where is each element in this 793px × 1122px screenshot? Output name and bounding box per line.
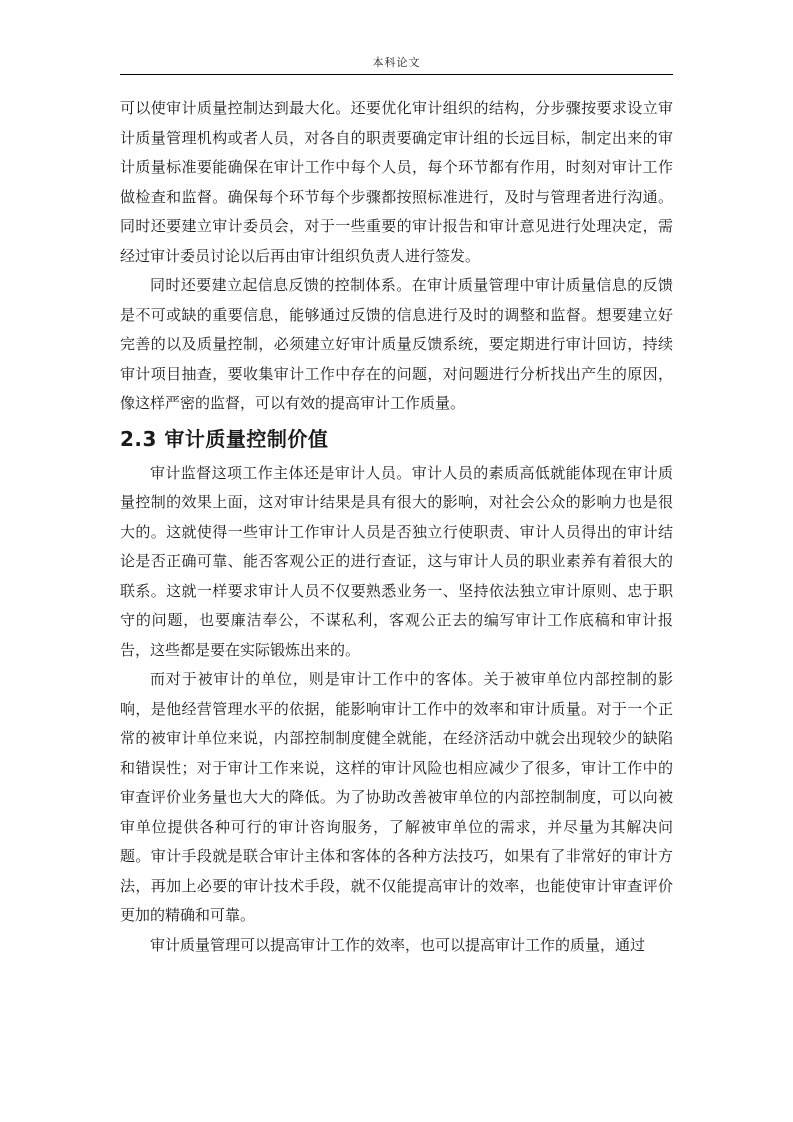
section-heading: 2.3 审计质量控制价值 xyxy=(120,426,329,451)
body-text xyxy=(120,94,673,960)
paragraph-auditor-quality: 审计监督这项工作主体还是审计人员。审计人员的素质高低就能体现在审计质量控制的效果上面，这对审计结果是具有很大的影响，对社会公众的影响力也是很大的。这就使得一些审计工作审计人员是否独立行使职责、审计人员得出的审计结论是否正确可靠、能否客观公正的进行查证，这与审计人员的职业素养有着很大的联系。这就一样要求审计人员不仅要熟悉业务一、坚持依法独立审计原则、忠于职守的问题，也要廉洁奉公，不谋私利，客观公正去的编写审计工作底稿和审计报告，这些都是要在实际锻炼出来的。 xyxy=(120,463,673,659)
running-header: 本科论文 xyxy=(372,56,421,69)
paragraph-feedback-system: 同时还要建立起信息反馈的控制体系。在审计质量管理中审计质量信息的反馈是不可或缺的重要信息，能够通过反馈的信息进行及时的调整和监督。想要建立好完善的以及质量控制，必须建立好审计质量反馈系统，要定期进行审计回访，持续审计项目抽查，要收集审计工作中存在的问题，对问题进行分析找出产生的原因，像这样严密的监督，可以有效的提高审计工作质量。 xyxy=(120,276,673,412)
paragraph-audited-unit: 而对于被审计的单位，则是审计工作中的客体。关于被审单位内部控制的影响，是他经营管理水平的依据，能影响审计工作中的效率和审计质量。对于一个正常的被审计单位来说，内部控制制度健全就能，在经济活动中就会出现较少的缺陷和错误性；对于审计工作来说，这样的审计风险也相应减少了很多，审计工作中的审查评价业务量也大大的降低。为了协助改善被审单位的内部控制制度，可以向被审单位提供各种可行的审计咨询服务，了解被审单位的需求，并尽量为其解决问题。审计手段就是联合审计主体和客体的各种方法技巧，如果有了非常好的审计方法，再加上必要的审计技术手段，就不仅能提高审计的效率，也能使审计审查评价更加的精确和可靠。 xyxy=(120,670,673,924)
paragraph-efficiency: 审计质量管理可以提高审计工作的效率，也可以提高审计工作的质量，通过 xyxy=(150,935,646,954)
paragraph-continued: 可以使审计质量控制达到最大化。还要优化审计组织的结构，分步骤按要求设立审计质量管理机构或者人员，对各自的职责要确定审计组的长远目标，制定出来的审计质量标准要能确保在审计工作中每个人员，每个环节都有作用，时刻对审计工作做检查和监督。确保每个环节每个步骤都按照标准进行，及时与管理者进行沟通。同时还要建立审计委员会，对于一些重要的审计报告和审计意见进行处理决定，需经过审计委员讨论以后再由审计组织负责人进行签发。 xyxy=(120,99,673,265)
header-rule xyxy=(120,74,673,75)
